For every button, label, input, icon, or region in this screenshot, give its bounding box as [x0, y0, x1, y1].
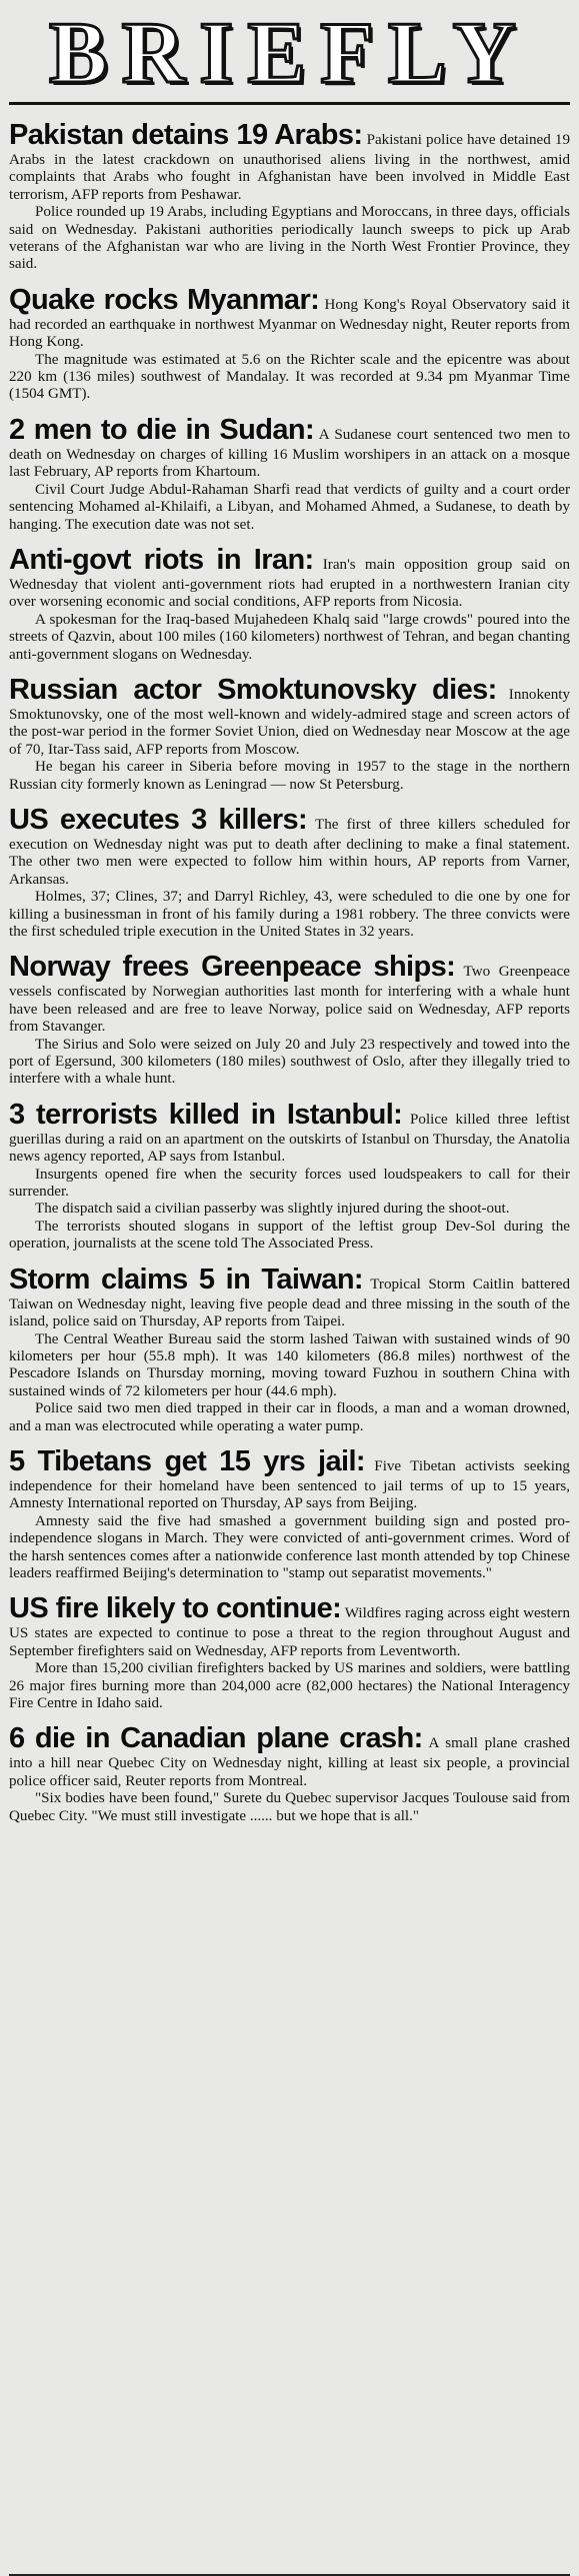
brief-lead-paragraph	[9, 1099, 570, 1167]
brief-lead-paragraph	[9, 1592, 570, 1660]
news-brief	[9, 284, 570, 404]
news-brief	[9, 1722, 570, 1825]
brief-body-paragraph: The Central Weather Bureau said the storm lashed Taiwan with sustained winds of 90 kilometers per hour (55.8 mph). It was 140 kilometers (86.8 miles) northwest of the Pescadore Islands on Thursday morning, moving toward Fuzhou in southern China with sustained winds of 72 kilometers per hour (44.6 mph).	[9, 1330, 570, 1399]
masthead-title: BRIEFLY	[48, 5, 531, 102]
brief-lead-text: Pakistani police have detained 19 Arabs in the latest crackdown on unauthorised aliens living in the northwest, amid complaints that Arabs who fought in Afghanistan have been involved in Middle East terrorism, AFP reports from Peshawar.	[9, 132, 570, 203]
brief-lead-text: Tropical Storm Caitlin battered Taiwan on Wednesday night, leaving five people dead and three missing in the south of the island, police said on Thursday, AP reports from Taipei.	[9, 1276, 570, 1330]
brief-lead-text: Innokenty Smoktunovsky, one of the most well-known and widely-admired stage and screen actors of the post-war period in the former Soviet Union, died on Wednesday near Moscow at the age of 70, Itar-Tass said, AFP reports from Moscow.	[9, 686, 570, 758]
brief-lead-paragraph	[9, 544, 570, 612]
news-brief	[9, 951, 570, 1088]
brief-lead-paragraph	[9, 414, 570, 482]
news-brief	[9, 119, 570, 274]
brief-lead-text: Iran's main opposition group said on Wednesday that violent anti-government riots had erupted in a northwestern Iranian city over worsening economic and social conditions, AFP reports from Nicosia.	[9, 556, 570, 611]
brief-lead-paragraph	[9, 1264, 570, 1331]
brief-headline: Storm claims 5 in Taiwan:	[9, 1263, 363, 1295]
brief-body-paragraph: Amnesty said the five had smashed a government building sign and posted pro-independence slogans in March. They were convicted of anti-government crimes. Word of the harsh sentences comes after a nationwide conference last month attended by top Chinese leaders reaffirmed Beijing's determination to "stamp out separatist movements."	[9, 1512, 570, 1581]
brief-body-paragraph: The terrorists shouted slogans in support of the leftist group Dev-Sol during the operation, journalists at the scene told The Associated Press.	[9, 1218, 570, 1253]
brief-lead-paragraph	[9, 1445, 570, 1513]
masthead	[9, 6, 570, 105]
brief-headline: Pakistan detains 19 Arabs:	[9, 119, 363, 151]
brief-headline: US executes 3 killers:	[9, 803, 308, 836]
brief-headline: Norway frees Greenpeace ships:	[9, 951, 456, 984]
brief-lead-paragraph	[9, 674, 570, 759]
news-brief	[9, 1592, 570, 1712]
news-brief	[9, 544, 570, 664]
news-brief	[9, 1099, 570, 1254]
brief-headline: Russian actor Smoktunovsky dies:	[9, 673, 497, 706]
brief-lead-text: Hong Kong's Royal Observatory said it had recorded an earthquake in northwest Myanmar on Wednesday night, Reuter reports from Hong Kong.	[9, 296, 570, 351]
brief-body-paragraph: Police said two men died trapped in their car in floods, a man and a woman drowned, and a man was electrocuted while operating a water pump.	[9, 1400, 570, 1434]
brief-body-paragraph: More than 15,200 civilian firefighters backed by US marines and soldiers, were battling 26 major fires burning more than 204,000 acre (82,000 hectares) the National Interagency Fire Centre in Idaho said.	[9, 1660, 570, 1711]
brief-lead-paragraph	[9, 951, 570, 1036]
brief-lead-paragraph	[9, 804, 570, 889]
brief-headline: 3 terrorists killed in Istanbul:	[9, 1098, 403, 1131]
brief-headline: 2 men to die in Sudan:	[9, 413, 315, 446]
brief-lead-text: Wildfires raging across eight western US states are expected to continue to pose a threat to the region throughout August and September firefighters said on Wednesday, AFP reports from Leventworth.	[9, 1605, 571, 1659]
brief-lead-text: The first of three killers scheduled for execution on Wednesday night was put to death after declining to make a final statement. The other two men were expected to follow him within hours, AP reports from Varner, Arkansas.	[9, 816, 571, 888]
brief-lead-text: A small plane crashed into a hill near Quebec City on Wednesday night, killing at least six people, a provincial police officer said, Reuter reports from Montreal.	[9, 1735, 570, 1789]
brief-body-paragraph: The magnitude was estimated at 5.6 on the Richter scale and the epicentre was about 220 km (136 miles) southwest of Mandalay. It was recorded at 9.34 pm Myanmar Time (1504 GMT).	[9, 351, 570, 403]
brief-headline: Anti-govt riots in Iran:	[9, 543, 314, 576]
brief-lead-text: Five Tibetan activists seeking independence for their homeland have been sentenced to jail terms of up to 15 years, Amnesty International reported on Thursday, AP says from Beijing.	[9, 1457, 570, 1512]
brief-headline: US fire likely to continue:	[9, 1592, 342, 1625]
brief-lead-text: Police killed three leftist guerillas during a raid on an apartment on the outskirts of Istanbul on Thursday, the Anatolia news agency reported, AP says from Istanbul.	[9, 1111, 570, 1166]
news-brief	[9, 1264, 570, 1435]
brief-body-paragraph: He began his career in Siberia before moving in 1957 to the stage in the northern Russian city formerly known as Leningrad — now St Petersburg.	[9, 759, 570, 793]
news-brief	[9, 1445, 570, 1582]
brief-lead-text: Two Greenpeace vessels confiscated by Norwegian authorities last month for interfering with a whale hunt have been released and are free to leave Norway, police said on Wednesday, AFP reports from Stavanger.	[9, 964, 570, 1036]
brief-body-paragraph: A spokesman for the Iraq-based Mujahedeen Khalq said "large crowds" poured into the streets of Qazvin, about 100 miles (160 kilometers) northwest of Tehran, and began chanting anti-government slogans on Wednesday.	[9, 611, 570, 663]
brief-lead-paragraph	[9, 1722, 570, 1790]
brief-lead-paragraph	[9, 284, 570, 352]
news-brief	[9, 674, 570, 794]
brief-headline: 6 die in Canadian plane crash:	[9, 1722, 423, 1755]
news-brief	[9, 414, 570, 534]
brief-lead-text: A Sudanese court sentenced two men to death on Wednesday on charges of killing 16 Muslim worshipers in an attack on a mosque last February, AP reports from Khartoum.	[9, 426, 570, 481]
brief-lead-paragraph	[9, 119, 570, 204]
stories-column	[9, 119, 570, 1825]
news-brief	[9, 804, 570, 941]
brief-body-paragraph: Holmes, 37; Clines, 37; and Darryl Richley, 43, were scheduled to die one by one for killing a businessman in front of his family during a 1981 robbery. The three convicts were the first scheduled triple execution in the United States in 32 years.	[9, 889, 570, 940]
brief-headline: Quake rocks Myanmar:	[9, 283, 320, 316]
brief-headline: 5 Tibetans get 15 yrs jail:	[9, 1444, 365, 1477]
brief-body-paragraph: The dispatch said a civilian passerby was slightly injured during the shoot-out.	[35, 1201, 510, 1218]
brief-body-paragraph: The Sirius and Solo were seized on July 20 and July 23 respectively and towed into the port of Egersund, 300 kilometers (180 miles) southwest of Oslo, after they illegally tried to interfere with a whale hunt.	[9, 1036, 570, 1088]
brief-body-paragraph: Civil Court Judge Abdul-Rahaman Sharfi read that verdicts of guilty and a court order sentencing Mohamed al-Khilaifi, a Libyan, and Mohamed Ahmed, a Sudanese, to death by hanging. The execution date was not set.	[9, 481, 570, 533]
brief-body-paragraph: Police rounded up 19 Arabs, including Egyptians and Moroccans, in three days, officials said on Wednesday. Pakistani authorities periodically launch sweeps to pick up Arab veterans of the Afghanistan war who are living in the North West Frontier Province, they said.	[9, 204, 570, 273]
brief-body-paragraph: Insurgents opened fire when the security forces used loudspeakers to call for their surrender.	[9, 1166, 570, 1201]
brief-body-paragraph: "Six bodies have been found," Surete du Quebec supervisor Jacques Toulouse said from Quebec City. "We must still investigate ...... but we hope that is all."	[9, 1790, 570, 1824]
